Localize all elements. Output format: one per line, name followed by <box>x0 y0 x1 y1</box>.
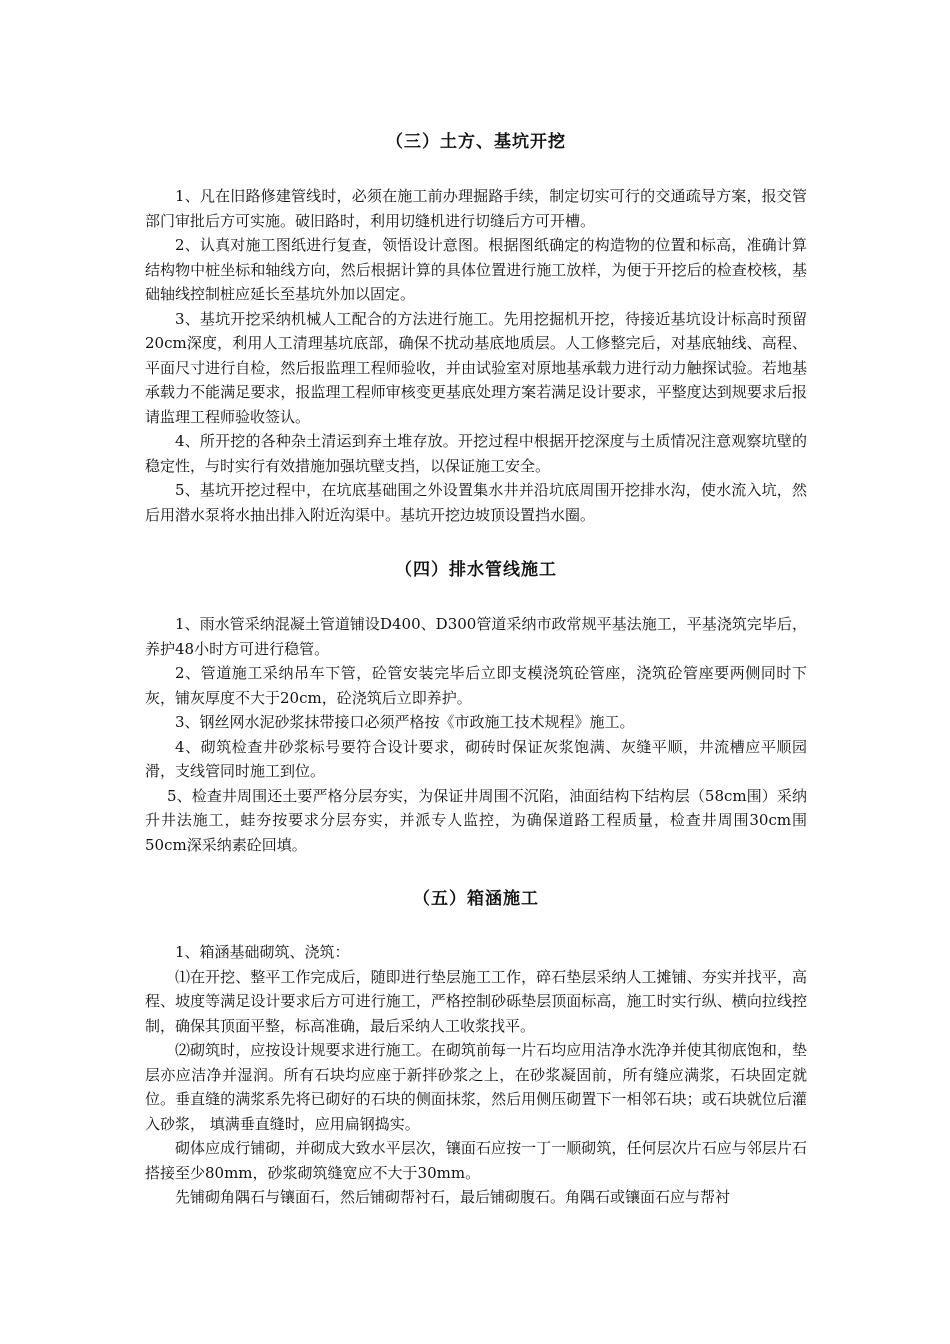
section-5-title: （五）箱涵施工 <box>413 889 539 909</box>
paragraph: 5、检查井周围还土要严格分层夯实，为保证井周围不沉陷，油面结构下结构层（58cm围）采纳升井法施工，蛙夯按要求分层夯实，并派专人监控，为确保道路工程质量，检查井周围30cm围50cm深采纳素砼回填。 <box>145 786 807 854</box>
paragraph: 4、砌筑检查井砂浆标号要符合设计要求，砌砖时保证灰浆饱满、灰缝平顺，井流槽应平顺园滑，支线管同时施工到位。 <box>145 737 807 780</box>
paragraph: 2、管道施工采纳吊车下管，砼管安装完毕后立即支模浇筑砼管座，浇筑砼管座要两侧同时下灰，铺灰厚度不大于20cm，砼浇筑后立即养护。 <box>145 664 807 707</box>
paragraph: 先铺砌角隅石与镶面石，然后铺砌帮衬石，最后铺砌腹石。角隅石或镶面石应与帮衬 <box>175 1188 731 1206</box>
paragraph: ⑵砌筑时，应按设计规要求进行施工。在砌筑前每一片石均应用洁净水洗净并使其彻底饱和，垫层亦应洁净并湿润。所有石块均应座于新拌砂浆之上，在砂浆凝固前，所有缝应满浆，石块固定就位。垂直缝的满浆系先将已砌好的石块的侧面抹浆，然后用侧压砌置下一相邻石块；或石块就位后灌入砂浆， 填满垂直缝时，应用扁钢捣实。 <box>145 1041 807 1133</box>
paragraph: 1、雨水管采纳混凝土管道铺设D400、D300管道采纳市政常规平基法施工，平基浇筑完毕后，养护48小时方可进行稳管。 <box>145 615 807 658</box>
section-4-title: （四）排水管线施工 <box>395 560 557 580</box>
section-3-body <box>145 184 807 527</box>
section-5-body <box>145 940 807 1210</box>
paragraph: 3、基坑开挖采纳机械人工配合的方法进行施工。先用挖掘机开挖，待接近基坑设计标高时预留20cm深度，利用人工清理基坑底部，确保不扰动基底地质层。人工修整完后，对基底轴线、高程、平面尺寸进行自检，然后报监理工程师验收，并由试验室对原地基承载力进行动力触探试验。若地基承载力不能满足要求，报监理工程师审核变更基底处理方案若满足设计要求，平整度达到规要求后报请监理工程师验收签认。 <box>145 309 807 426</box>
section-4-body <box>145 612 807 857</box>
paragraph: 1、凡在旧路修建管线时，必须在施工前办理掘路手续，制定切实可行的交通疏导方案，报交管部门审批后方可实施。破旧路时，利用切缝机进行切缝后方可开槽。 <box>145 187 807 230</box>
paragraph: 砌体应成行铺砌，并砌成大致水平层次，镶面石应按一丁一顺砌筑，任何层次片石应与邻层片石搭接至少80mm，砂浆砌筑缝宽应不大于30mm。 <box>145 1139 807 1182</box>
paragraph: 4、所开挖的各种杂土清运到弃土堆存放。开挖过程中根据开挖深度与土质情况注意观察坑壁的稳定性，与时实行有效措施加强坑壁支挡，以保证施工安全。 <box>145 432 807 475</box>
paragraph: 3、钢丝网水泥砂浆抹带接口必须严格按《市政施工技术规程》施工。 <box>175 713 635 731</box>
paragraph: 2、认真对施工图纸进行复查，领悟设计意图。根据图纸确定的构造物的位置和标高，准确计算结构物中桩坐标和轴线方向，然后根据计算的具体位置进行施工放样，为便于开挖后的检查校核，基础轴线控制桩应延长至基坑外加以固定。 <box>145 236 807 303</box>
paragraph: ⑴在开挖、整平工作完成后，随即进行垫层施工工作，碎石垫层采纳人工摊铺、夯实并找平，高程、坡度等满足设计要求后方可进行施工，严格控制砂砾垫层顶面标高，施工时实行纵、横向拉线控制，确保其顶面平整，标高准确，最后采纳人工收浆找平。 <box>145 967 807 1035</box>
section-3-title: （三）土方、基坑开挖 <box>386 132 566 152</box>
paragraph: 1、箱涵基础砌筑、浇筑： <box>175 943 350 961</box>
paragraph: 5、基坑开挖过程中，在坑底基础围之外设置集水井并沿坑底周围开挖排水沟，使水流入坑，然后用潜水泵将水抽出排入附近沟渠中。基坑开挖边坡顶设置挡水圈。 <box>145 481 807 524</box>
